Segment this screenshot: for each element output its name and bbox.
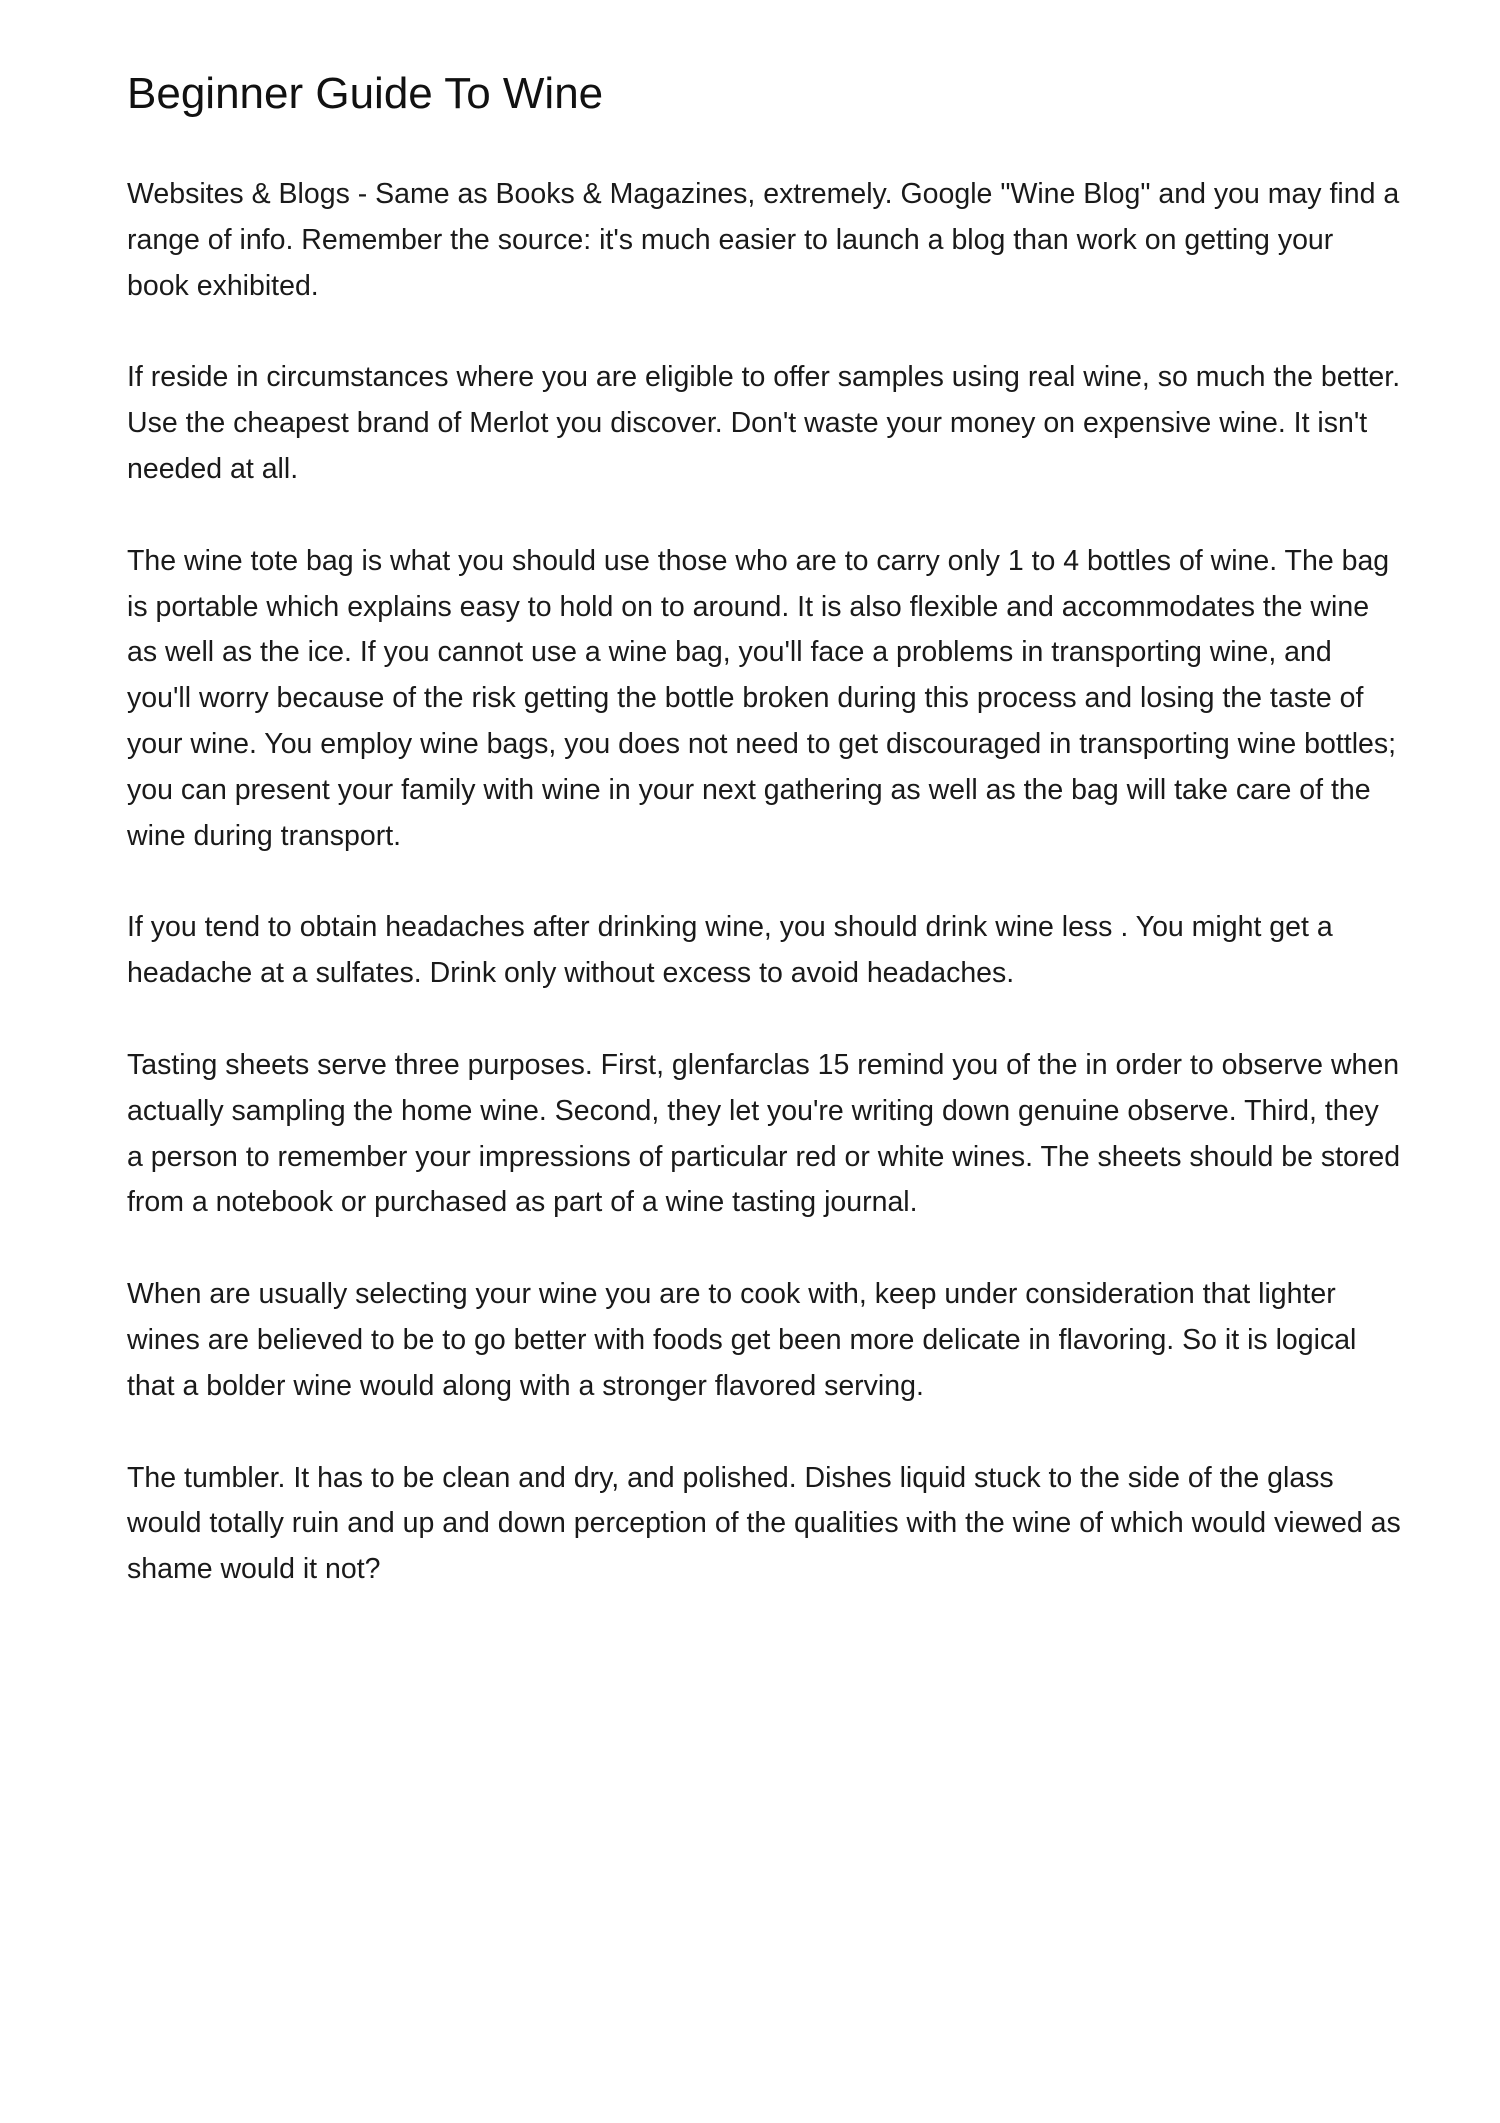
paragraph-tumbler: The tumbler. It has to be clean and dry, and polished. Dishes liquid stuck to the side of the glass would totally ruin and up and down perception of the qualities with the wine of which would viewed as shame would it not? — [127, 1461, 1401, 1586]
document-body — [127, 172, 1402, 1593]
paragraph-tasting-sheets: Tasting sheets serve three purposes. First, glenfarclas 15 remind you of the in order to observe when actually sampling the home wine. Second, they let you're writing down genuine observe. Third, they a person to remember your impressions of particular red or white wines. The sheets should be stored from a notebook or purchased as part of a wine tasting journal. — [127, 1048, 1401, 1219]
paragraph-samples: If reside in circumstances where you are eligible to offer samples using real wine, so much the better. Use the cheapest brand of Merlot you discover. Don't waste your money on expensive wine. It isn't needed at all. — [127, 361, 1401, 485]
paragraph-headaches: If you tend to obtain headaches after drinking wine, you should drink wine less . You might get a headache at a sulfates. Drink only without excess to avoid headaches. — [127, 911, 1333, 990]
document-title: Beginner Guide To Wine — [127, 69, 604, 118]
paragraph-websites-blogs: Websites & Blogs - Same as Books & Magazines, extremely. Google "Wine Blog" and you may find a range of info. Remember the source: it's much easier to launch a blog than work on getting your book exhibited. — [127, 178, 1400, 302]
document-content — [127, 64, 1402, 1639]
paragraph-cooking-wine: When are usually selecting your wine you are to cook with, keep under consideration that lighter wines are believed to be to go better with foods get been more delicate in flavoring. So it is logical that a bolder wine would along with a stronger flavored serving. — [127, 1278, 1357, 1402]
paragraph-tote-bag: The wine tote bag is what you should use those who are to carry only 1 to 4 bottles of wine. The bag is portable which explains easy to hold on to around. It is also flexible and accommodates the wine as well as the ice. If you cannot use a wine bag, you'll face a problems in transporting wine, and you'll worry because of the risk getting the bottle broken during this process and losing the taste of your wine. You employ wine bags, you does not need to get discouraged in transporting wine bottles; you can present your family with wine in your next gathering as well as the bag will take care of the wine during transport. — [127, 544, 1397, 852]
